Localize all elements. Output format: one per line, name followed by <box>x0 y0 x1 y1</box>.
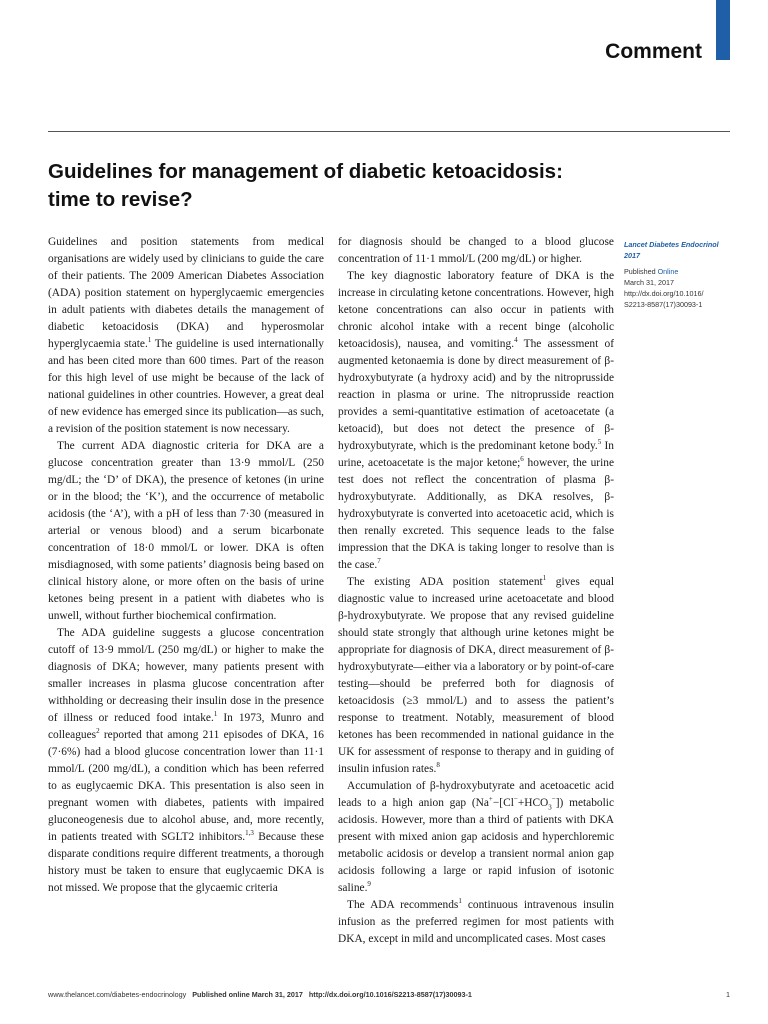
ref-1[interactable]: 1 <box>147 336 152 345</box>
ref-2[interactable]: 1 <box>213 710 218 719</box>
ref-1c[interactable]: 1 <box>458 897 462 906</box>
ref-7[interactable]: 7 <box>377 557 381 566</box>
ref-2b[interactable]: 2 <box>96 727 100 736</box>
paragraph-1: Guidelines and position statements from medical organisations are widely used by clinicians to guide the care of their patients. The 2009 American Diabetes Association (ADA) position statement on hyperglycaemic emergencies in adult patients with diabetes details the management of diabetic ketoacidosis (DKA) and hyperosmolar hyperglycaemia state.$^1$ The guideline is used internationally and has been cited more than 600 times. Part of the reason for this high level of use might be because of the lack of national guidelines in other countries. However, a great deal of new evidence has emerged since its publication—as such, a revision of the position statement is now necessary. <box>48 236 324 435</box>
published-online: Published Online <box>624 267 679 276</box>
ref-8[interactable]: 8 <box>436 761 440 770</box>
header-rule <box>48 131 730 132</box>
published-date: March 31, 2017 <box>624 278 674 287</box>
ref-6[interactable]: 6 <box>520 455 524 464</box>
body-column-1 <box>48 234 324 966</box>
ref-1-3[interactable]: 1,3 <box>245 829 254 838</box>
paragraph-7: The ADA recommends$^1$ continuous intravenous insulin infusion as the preferred regimen for most patients with DKA, except in mild and uncomplicated cases. Most cases <box>338 897 614 945</box>
footer-doi-link[interactable]: http://dx.doi.org/10.1016/S2213-8587(17)30093-1 <box>308 990 472 999</box>
footer-published: Published online March 31, 2017 <box>192 990 303 999</box>
ref-9[interactable]: 9 <box>367 880 371 889</box>
paragraph-2: The current ADA diagnostic criteria for DKA are a glucose concentration greater than 13·9 mmol/L (250 mg/dL; the ‘D’ of DKA), the presence of ketones (in urine or in the blood; the ‘K’), and the occurrence of metabolic acidosis (the ‘A’), with a pH of less than 7·30 (measured in arterial or venous blood) and a serum bicarbonate concentration of 18·0 mmol/L or lower. DKA is often misdiagnosed, with some patients’ diagnosis being based on clinical history alone, or more often on the basis of urine ketones being present in a patient with diabetes who is unwell, without further biochemical confirmation. <box>48 440 324 622</box>
paragraph-3-continued: for diagnosis should be changed to a blood glucose concentration of 11·1 mmol/L (200 mg/dL) or higher. <box>338 236 614 265</box>
journal-citation[interactable]: Lancet Diabetes Endocrinol 2017 <box>624 240 719 260</box>
sub-three: 3 <box>548 803 552 812</box>
paragraph-4: The key diagnostic laboratory feature of DKA is the increase in circulating ketone concentrations. However, high ketone concentrations can also occur in patients with chronic alcohol intake with a recent binge (alcoholic ketoacidosis), nausea, and vomiting.$^4$ The assessment of augmented ketonaemia is done by direct measurement of β-hydroxybutyrate (a hydroxy acid) and by the nitroprusside reaction in plasma or urine. The nitroprusside reaction provides a semi-quantitative estimation of acetoacetate (a ketoacid), but does not detect the presence of β-hydroxybutyrate, which is the predominant ketone body.$^5$ In urine, acetoacetate is the major ketone;$^6$ however, the urine test does not reflect the concentration of plasma β-hydroxybutyrate. Additionally, as DKA resolves, β-hydroxybutyrate is converted into acetoacetic acid, which is then renally excreted. This sequence leads to the false impression that the DKA is taking longer to resolve than is the case.$^7$ <box>338 270 614 571</box>
title-line-1: Guidelines for management of diabetic ketoacidosis: <box>48 160 563 183</box>
ref-5[interactable]: 5 <box>597 438 602 447</box>
section-label: Comment <box>605 40 702 63</box>
online-link[interactable]: Online <box>657 267 679 276</box>
body-column-2 <box>338 234 614 966</box>
page-number: 1 <box>726 990 730 999</box>
paragraph-3: The ADA guideline suggests a glucose concentration cutoff of 13·9 mmol/L (250 mg/dL) or higher to make the diagnosis of DKA; however, many patients present with smaller increases in plasma glucose concentration after withholding or decreasing their insulin dose in the presence of illness or reduced food intake.$^1$ In 1973, Munro and colleagues$^2$ reported that among 211 episodes of DKA, 16 (7·6%) had a blood glucose concentration lower than 11·1 mmol/L (200 mg/dL), a condition which has been referred to as euglycaemic DKA. This presentation is also seen in pregnant women with diabetes, patients with impaired gluconeogenesis due to alcohol abuse, and, more recently, in patients treated with SGLT2 inhibitors.$^{1,3}$ Because these disparate conditions require different treatments, a thorough history must be taken to ensure that euglycaemic DKA is not missed. We propose that the glycaemic criteria <box>48 627 324 894</box>
ref-4[interactable]: 4 <box>514 336 518 345</box>
article-title <box>48 158 608 214</box>
title-line-2: time to revise? <box>48 188 193 211</box>
doi-link-line-2[interactable]: S2213-8587(17)30093-1 <box>624 300 703 309</box>
ref-1b[interactable]: 1 <box>542 574 547 583</box>
page-footer <box>48 990 738 999</box>
sup-minus-2: − <box>551 795 556 804</box>
paragraph-5: The existing ADA position statement$^1$ gives equal diagnostic value to increased urine acetoacetate and blood β-hydroxybutyrate. We propose that any revised guideline should state strongly that although urine ketones might be appropriate for diagnosis of DKA, direct measurement of β-hydroxybutyrate—either via a laboratory or by point-of-care testing—should be preferred both for diagnosis of ketoacidosis (≥3 mmol/L) and to assess the patient’s response to treatment. Notably, measurement of blood ketones has been recommended in national guidance in the UK for assessment of response to therapy and in guiding of insulin infusion rates.$^8$ <box>338 574 614 775</box>
sup-plus: + <box>488 795 493 804</box>
section-accent-bar <box>716 0 730 60</box>
article-meta-sidebar <box>624 239 734 310</box>
paragraph-6: Accumulation of β-hydroxybutyrate and acetoacetic acid leads to a high anion gap $(Na^+-[Cl^-+HCO_3^-])$ metabolic acidosis. However, more than a third of patients with DKA present with mixed anion gap acidosis and hyperchloremic metabolic acidosis or develop a transient normal anion gap acidosis following a large or rapid infusion of isotonic saline.$^9$ <box>338 780 614 894</box>
footer-site-link[interactable]: www.thelancet.com/diabetes-endocrinology <box>48 990 187 999</box>
doi-link-line-1[interactable]: http://dx.doi.org/10.1016/ <box>624 289 704 298</box>
sup-minus: − <box>513 795 518 804</box>
